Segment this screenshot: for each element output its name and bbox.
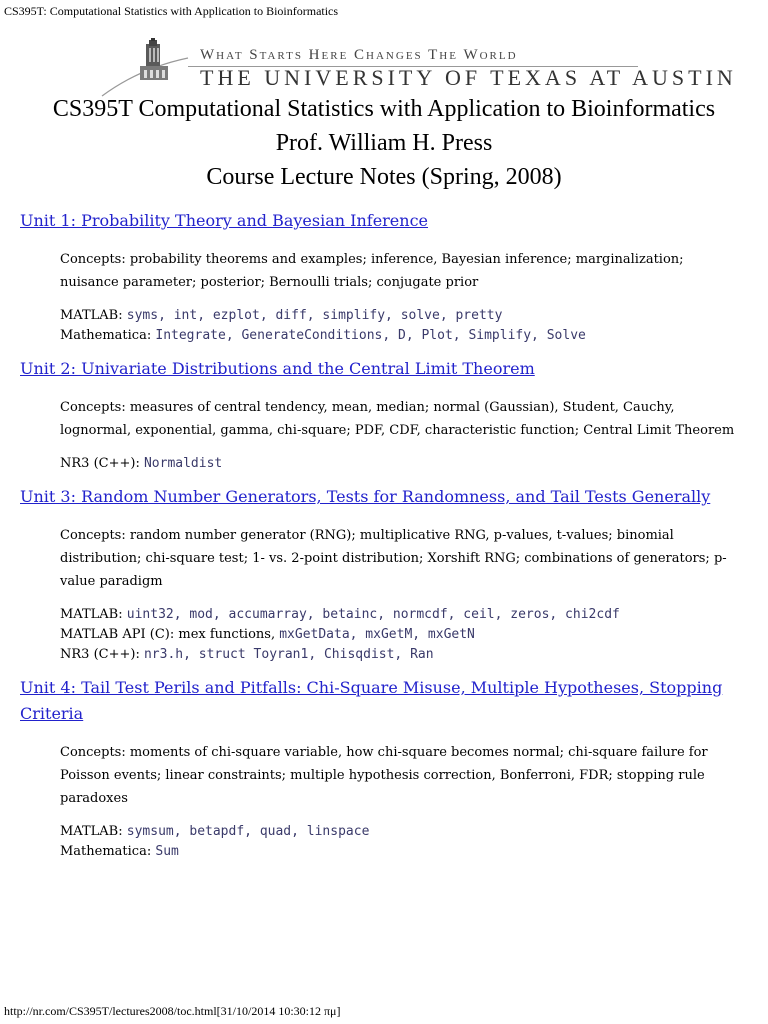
tool-line: MATLAB: symsum, betapdf, quad, linspace bbox=[60, 824, 370, 839]
logo-university-name: THE UNIVERSITY OF TEXAS AT AUSTIN bbox=[200, 65, 737, 90]
ut-tower-icon bbox=[100, 38, 190, 98]
unit-concepts: Concepts: random number generator (RNG); multiplicative RNG, p-values, t-values; binomial distribution; chi-square test; 1- vs. 2-point distribution; Xorshift RNG; combinations of generators; p-value paradigm bbox=[60, 528, 727, 589]
unit-concepts: Concepts: moments of chi-square variable, how chi-square becomes normal; chi-square failure for Poisson events; linear constraints; multiple hypothesis correction, Bonferroni, FDR; stopping rule paradoxes bbox=[60, 745, 708, 806]
unit-list bbox=[20, 208, 740, 862]
tool-line: NR3 (C++): Normaldist bbox=[60, 456, 223, 471]
unit-section bbox=[20, 208, 740, 356]
unit-1-link[interactable]: Unit 1: Probability Theory and Bayesian Inference bbox=[20, 211, 429, 230]
unit-3-link[interactable]: Unit 3: Random Number Generators, Tests for Randomness, and Tail Tests Generally bbox=[20, 487, 711, 506]
logo-tagline: What Starts Here Changes The World bbox=[200, 47, 518, 63]
print-footer: http://nr.com/CS395T/lectures2008/toc.html[31/10/2014 10:30:12 πμ] bbox=[4, 1004, 341, 1018]
course-title: CS395T Computational Statistics with Application to Bioinformatics bbox=[52, 96, 716, 122]
page-title-block bbox=[0, 92, 768, 194]
print-header: CS395T: Computational Statistics with Application to Bioinformatics bbox=[4, 4, 339, 18]
tool-line: Mathematica: Sum bbox=[60, 844, 179, 859]
tool-line: MATLAB: uint32, mod, accumarray, betainc, normcdf, ceil, zeros, chi2cdf bbox=[60, 607, 620, 622]
university-logo[interactable] bbox=[100, 38, 737, 98]
unit-concepts: Concepts: probability theorems and examples; inference, Bayesian inference; marginalization; nuisance parameter; posterior; Bernoulli trials; conjugate prior bbox=[60, 252, 684, 290]
unit-2-link[interactable]: Unit 2: Univariate Distributions and the Central Limit Theorem bbox=[20, 359, 535, 378]
notes-subtitle: Course Lecture Notes (Spring, 2008) bbox=[206, 164, 562, 190]
tool-line: MATLAB: syms, int, ezplot, diff, simplify, solve, pretty bbox=[60, 308, 503, 323]
unit-4-link[interactable]: Unit 4: Tail Test Perils and Pitfalls: Chi-Square Misuse, Multiple Hypotheses, Stopping Criteria bbox=[20, 678, 723, 723]
unit-section bbox=[20, 484, 740, 675]
tool-line: MATLAB API (C): mex functions, mxGetData, mxGetM, mxGetN bbox=[60, 627, 475, 642]
unit-concepts: Concepts: measures of central tendency, mean, median; normal (Gaussian), Student, Cauchy, lognormal, exponential, gamma, chi-square; PDF, CDF, characteristic function; Central Limit Theorem bbox=[60, 400, 735, 438]
tool-line: Mathematica: Integrate, GenerateConditions, D, Plot, Simplify, Solve bbox=[60, 328, 586, 343]
professor-name: Prof. William H. Press bbox=[275, 130, 493, 156]
unit-section bbox=[20, 675, 740, 862]
unit-section bbox=[20, 356, 740, 484]
tool-line: NR3 (C++): nr3.h, struct Toyran1, Chisqdist, Ran bbox=[60, 647, 434, 662]
